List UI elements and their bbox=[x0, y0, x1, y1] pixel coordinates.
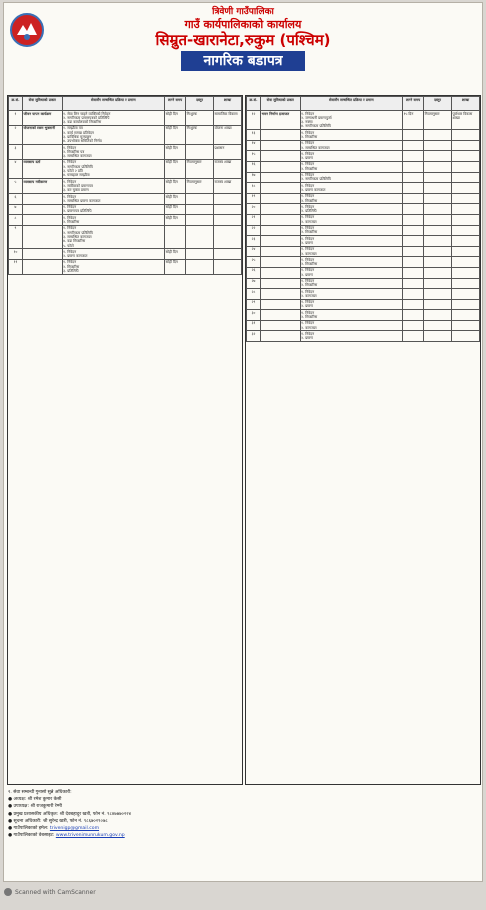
serial-number: १२ bbox=[247, 111, 261, 130]
service-time bbox=[403, 193, 424, 204]
office-address: सिम्रुत-खारानेटा,रुकुम (पश्चिम) bbox=[155, 31, 331, 49]
service-time: सोही दिन bbox=[165, 259, 186, 274]
serial-number: २५ bbox=[247, 257, 261, 268]
service-fee bbox=[424, 257, 452, 268]
required-documents: १. निवेदन २. सिफारिस bbox=[300, 130, 403, 141]
column-header: लाग्ने समय bbox=[165, 97, 186, 111]
scanner-watermark: Scanned with CamScanner bbox=[4, 888, 96, 896]
service-name bbox=[260, 140, 300, 151]
service-fee bbox=[424, 278, 452, 289]
service-time bbox=[403, 278, 424, 289]
table-row bbox=[9, 179, 242, 194]
column-header: दस्तुर bbox=[186, 97, 214, 111]
serial-number: १८ bbox=[247, 183, 261, 194]
service-fee bbox=[186, 204, 214, 215]
responsible-branch bbox=[452, 151, 480, 162]
serial-number: ४ bbox=[9, 159, 23, 178]
service-name bbox=[22, 194, 62, 205]
required-documents: १. निवेदन २. प्रमाण कागजात bbox=[300, 183, 403, 194]
service-name bbox=[260, 236, 300, 247]
service-fee bbox=[424, 130, 452, 141]
service-fee bbox=[424, 204, 452, 215]
required-documents: १. निवेदन २. कागजात bbox=[300, 320, 403, 331]
table-row bbox=[247, 267, 480, 278]
service-name bbox=[260, 289, 300, 300]
office-name: गाउँ कार्यपालिकाको कार्यालय bbox=[184, 18, 302, 31]
service-fee bbox=[424, 172, 452, 183]
serial-number: २० bbox=[247, 204, 261, 215]
service-fee bbox=[186, 225, 214, 248]
contact-vice-chair: ● उपाध्यक्ष: श्री राजकुमारी रेग्मी bbox=[8, 804, 62, 810]
contact-chair: ● अध्यक्ष: श्री रमेश कुमार केसी bbox=[8, 797, 62, 803]
service-fee bbox=[424, 310, 452, 321]
responsible-branch bbox=[452, 225, 480, 236]
service-time: सोही दिन bbox=[165, 145, 186, 160]
service-fee bbox=[424, 236, 452, 247]
responsible-branch bbox=[452, 278, 480, 289]
table-row bbox=[9, 159, 242, 178]
grievance-contacts bbox=[8, 789, 480, 881]
serial-number: ५ bbox=[9, 179, 23, 194]
responsible-branch: प्रशासन bbox=[214, 145, 242, 160]
service-name bbox=[22, 204, 62, 215]
service-fee: नियमानुसार bbox=[186, 179, 214, 194]
service-fee bbox=[424, 161, 452, 172]
service-fee bbox=[186, 259, 214, 274]
contact-cao: ● प्रमुख प्रशासकीय अधिकृत: श्री देवबहादुर खत्री, फोन नं. ९८४७७७०२२४ bbox=[8, 811, 132, 817]
service-time bbox=[403, 183, 424, 194]
service-name bbox=[260, 257, 300, 268]
service-table-right bbox=[246, 96, 480, 342]
service-fee: नियमानुसार bbox=[424, 111, 452, 130]
required-documents: १. निवेदन २. नागरिकता प्रतिलिपि bbox=[300, 172, 403, 183]
table-row bbox=[9, 145, 242, 160]
responsible-branch bbox=[452, 246, 480, 257]
service-fee bbox=[424, 225, 452, 236]
column-header: शाखा bbox=[214, 97, 242, 111]
service-time: सोही दिन bbox=[165, 249, 186, 260]
poster-header bbox=[4, 7, 482, 79]
required-documents: १. निवेदन २. सिफारिस bbox=[300, 225, 403, 236]
service-fee: निःशुल्क bbox=[186, 125, 214, 144]
required-documents: १. निवेदन २. सिफारिस bbox=[300, 310, 403, 321]
serial-number: २८ bbox=[247, 289, 261, 300]
responsible-branch bbox=[452, 299, 480, 310]
required-documents: १. निवेदन २. सिफारिस पत्र ३. सम्बन्धित कागजात bbox=[62, 145, 165, 160]
responsible-branch: राजस्व शाखा bbox=[214, 159, 242, 178]
service-time bbox=[403, 225, 424, 236]
service-fee: निःशुल्क bbox=[186, 111, 214, 126]
table-row bbox=[247, 225, 480, 236]
serial-number: १७ bbox=[247, 172, 261, 183]
required-documents: १. निवेदन २. कागजात bbox=[300, 246, 403, 257]
right-column bbox=[245, 95, 481, 785]
required-documents: १. निवेदन २. सम्बन्धित कागजात bbox=[300, 140, 403, 151]
service-time: सोही दिन bbox=[165, 204, 186, 215]
service-name bbox=[260, 267, 300, 278]
responsible-branch bbox=[452, 257, 480, 268]
required-documents: १. निवेदन २. प्रमाण bbox=[300, 151, 403, 162]
service-fee bbox=[424, 267, 452, 278]
table-row bbox=[247, 161, 480, 172]
responsible-branch bbox=[452, 204, 480, 215]
serial-number: १५ bbox=[247, 151, 261, 162]
table-row bbox=[247, 204, 480, 215]
table-row bbox=[247, 151, 480, 162]
service-name: जीवन यापन कार्यक्रम bbox=[22, 111, 62, 126]
service-time bbox=[403, 130, 424, 141]
column-header: सेवासँग सम्बन्धित प्रक्रिया र प्रमाण bbox=[62, 97, 165, 111]
charter-poster bbox=[3, 2, 483, 882]
service-fee bbox=[424, 289, 452, 300]
table-row bbox=[247, 289, 480, 300]
service-time bbox=[403, 172, 424, 183]
responsible-branch bbox=[452, 193, 480, 204]
nepal-emblem-icon bbox=[10, 13, 44, 47]
service-time bbox=[403, 299, 424, 310]
column-header: सेवासँग सम्बन्धित प्रक्रिया र प्रमाण bbox=[300, 97, 403, 111]
email-line: ● गाउँपालिकाको इमेल: trivenigp@gmail.com bbox=[8, 826, 100, 832]
table-row bbox=[247, 183, 480, 194]
responsible-branch bbox=[214, 259, 242, 274]
responsible-branch bbox=[452, 214, 480, 225]
service-name: योजनाको रकम भुक्तानी bbox=[22, 125, 62, 144]
column-header: क्र.सं. bbox=[9, 97, 23, 111]
responsible-branch: योजना शाखा bbox=[214, 125, 242, 144]
page-title: नागरिक बडापत्र bbox=[181, 51, 304, 71]
column-header: लाग्ने समय bbox=[403, 97, 424, 111]
service-table-left bbox=[8, 96, 242, 275]
service-time bbox=[403, 161, 424, 172]
responsible-branch bbox=[452, 320, 480, 331]
serial-number: १३ bbox=[247, 130, 261, 141]
service-name bbox=[260, 130, 300, 141]
required-documents: १. सम्झौता पत्र २. कार्य सम्पन्न प्रतिवेदन ३. प्राविधिक मूल्याङ्कन ४. उपभोक्ता समितिको निर्णय bbox=[62, 125, 165, 144]
responsible-branch bbox=[214, 249, 242, 260]
serial-number: १ bbox=[9, 111, 23, 126]
serial-number: ८ bbox=[9, 215, 23, 226]
service-time bbox=[403, 246, 424, 257]
table-row bbox=[247, 278, 480, 289]
service-name: व्यवसाय दर्ता bbox=[22, 159, 62, 178]
service-name bbox=[260, 204, 300, 215]
serial-number: २ bbox=[9, 125, 23, 144]
column-header: सेवा सुविधाको प्रकार bbox=[22, 97, 62, 111]
responsible-branch bbox=[452, 130, 480, 141]
service-fee bbox=[424, 183, 452, 194]
service-fee bbox=[424, 246, 452, 257]
contact-info-officer: ● सूचना अधिकारी: श्री सुरेन्द्र खत्री, फोन नं. ९८६७०२९०७८ bbox=[8, 818, 108, 824]
service-time bbox=[403, 320, 424, 331]
table-row bbox=[247, 331, 480, 342]
responsible-branch: पूर्वाधार विकास शाखा bbox=[452, 111, 480, 130]
required-documents: १. निवेदन २. सिफारिस bbox=[300, 193, 403, 204]
service-name bbox=[22, 249, 62, 260]
table-row bbox=[247, 236, 480, 247]
service-fee bbox=[424, 299, 452, 310]
serial-number: १४ bbox=[247, 140, 261, 151]
responsible-branch bbox=[452, 289, 480, 300]
service-fee bbox=[424, 140, 452, 151]
required-documents: १. निवेदन २. जग्गाधनी प्रमाणपुर्जा ३. नक्सा ४. नागरिकता प्रतिलिपि bbox=[300, 111, 403, 130]
required-documents: १. निवेदन २. प्रमाण bbox=[300, 331, 403, 342]
service-name bbox=[260, 310, 300, 321]
service-fee bbox=[186, 194, 214, 205]
serial-number: ३ bbox=[9, 145, 23, 160]
table-row bbox=[247, 257, 480, 268]
serial-number: ३२ bbox=[247, 331, 261, 342]
service-time bbox=[403, 151, 424, 162]
table-row bbox=[247, 193, 480, 204]
responsible-branch bbox=[452, 310, 480, 321]
serial-number: १० bbox=[9, 249, 23, 260]
responsible-branch bbox=[452, 236, 480, 247]
service-name bbox=[22, 145, 62, 160]
required-documents: १. निवेदन २. प्रमाणपत्र प्रतिलिपि bbox=[62, 204, 165, 215]
required-documents: १. निवेदन २. सिफारिस bbox=[300, 161, 403, 172]
serial-number: २४ bbox=[247, 246, 261, 257]
service-time: सोही दिन bbox=[165, 215, 186, 226]
required-documents: १. निवेदन २. नागरिकता प्रतिलिपि ३. सम्बन्धित कागजात ४. वडा सिफारिस ५. फोटो bbox=[62, 225, 165, 248]
required-documents: १. निवेदन २. प्रमाण bbox=[300, 299, 403, 310]
serial-number: ३१ bbox=[247, 320, 261, 331]
serial-number: २१ bbox=[247, 214, 261, 225]
service-name bbox=[260, 161, 300, 172]
service-fee bbox=[424, 214, 452, 225]
service-time bbox=[403, 214, 424, 225]
service-name bbox=[22, 225, 62, 248]
service-time bbox=[403, 267, 424, 278]
service-name bbox=[260, 320, 300, 331]
service-name: व्यवसाय नवीकरण bbox=[22, 179, 62, 194]
required-documents: १. निवेदन २. कागजात bbox=[300, 214, 403, 225]
service-time bbox=[403, 310, 424, 321]
responsible-branch bbox=[214, 194, 242, 205]
responsible-branch bbox=[452, 183, 480, 194]
responsible-branch bbox=[214, 204, 242, 215]
responsible-branch bbox=[452, 161, 480, 172]
table-row bbox=[9, 125, 242, 144]
responsible-branch bbox=[452, 267, 480, 278]
left-column bbox=[7, 95, 243, 785]
serial-number: १६ bbox=[247, 161, 261, 172]
service-time: सोही दिन bbox=[165, 194, 186, 205]
table-row bbox=[247, 320, 480, 331]
table-row bbox=[247, 310, 480, 321]
table-row bbox=[247, 214, 480, 225]
column-header: दस्तुर bbox=[424, 97, 452, 111]
required-documents: १. सेवा लिन चाहने व्यक्तिको निवेदन २. नागरिकता प्रमाणपत्रको प्रतिलिपि ३. वडा कार्यालयको सिफारिस bbox=[62, 111, 165, 126]
table-row bbox=[9, 204, 242, 215]
service-time: सोही दिन bbox=[165, 125, 186, 144]
responsible-branch bbox=[452, 331, 480, 342]
responsible-branch: राजस्व शाखा bbox=[214, 179, 242, 194]
table-row bbox=[247, 140, 480, 151]
serial-number: ६ bbox=[9, 194, 23, 205]
table-row bbox=[9, 215, 242, 226]
serial-number: २९ bbox=[247, 299, 261, 310]
service-name bbox=[22, 259, 62, 274]
responsible-branch: सामाजिक विकास bbox=[214, 111, 242, 126]
service-fee bbox=[424, 320, 452, 331]
required-documents: १. निवेदन २. प्रमाण कागजात bbox=[62, 249, 165, 260]
service-name bbox=[260, 151, 300, 162]
service-time: सोही दिन bbox=[165, 159, 186, 178]
table-row bbox=[9, 249, 242, 260]
serial-number: २३ bbox=[247, 236, 261, 247]
service-fee bbox=[186, 215, 214, 226]
table-row bbox=[9, 259, 242, 274]
service-time bbox=[403, 236, 424, 247]
footer-heading: २. सेवा सम्बन्धी गुनासो सुन्ने अधिकारी: bbox=[8, 790, 72, 795]
service-name bbox=[22, 215, 62, 226]
service-name bbox=[260, 246, 300, 257]
serial-number: २२ bbox=[247, 225, 261, 236]
required-documents: १. निवेदन २. सिफारिस bbox=[62, 215, 165, 226]
email-link[interactable]: trivenigp@gmail.com bbox=[49, 826, 100, 832]
column-header: शाखा bbox=[452, 97, 480, 111]
required-documents: १. निवेदन २. सम्बन्धित प्रमाण कागजात bbox=[62, 194, 165, 205]
table-row bbox=[247, 172, 480, 183]
service-time bbox=[403, 289, 424, 300]
serial-number: ३० bbox=[247, 310, 261, 321]
required-documents: १. निवेदन २. प्रतिलिपि bbox=[300, 204, 403, 215]
table-row bbox=[247, 111, 480, 130]
serial-number: २६ bbox=[247, 267, 261, 278]
required-documents: १. निवेदन २. प्रमाण bbox=[300, 236, 403, 247]
responsible-branch bbox=[214, 225, 242, 248]
serial-number: २७ bbox=[247, 278, 261, 289]
service-fee: नियमानुसार bbox=[186, 159, 214, 178]
service-fee bbox=[186, 249, 214, 260]
service-fee bbox=[424, 151, 452, 162]
table-row bbox=[247, 299, 480, 310]
service-time bbox=[403, 204, 424, 215]
required-documents: १. निवेदन २. कागजात bbox=[300, 289, 403, 300]
service-fee bbox=[424, 193, 452, 204]
service-time bbox=[165, 225, 186, 248]
service-fee bbox=[424, 331, 452, 342]
serial-number: ११ bbox=[9, 259, 23, 274]
website-line: ● गाउँपालिकाको वेबसाइट: www.trivenimunrukum.gov.np bbox=[8, 833, 125, 839]
service-time: सोही दिन bbox=[165, 179, 186, 194]
table-row bbox=[9, 194, 242, 205]
service-name bbox=[260, 214, 300, 225]
service-time bbox=[403, 140, 424, 151]
service-time bbox=[403, 257, 424, 268]
required-documents: १. निवेदन २. नागरिकता प्रतिलिपि ३. फोटो २ प्रति ४. घरबहाल सम्झौता bbox=[62, 159, 165, 178]
municipality-name: त्रिवेणी गाउँपालिका bbox=[212, 7, 274, 17]
website-link[interactable]: www.trivenimunrukum.gov.np bbox=[55, 833, 125, 839]
service-name bbox=[260, 331, 300, 342]
table-row bbox=[9, 225, 242, 248]
table-row bbox=[247, 130, 480, 141]
required-documents: १. निवेदन २. सिफारिस ३. प्रतिलिपि bbox=[62, 259, 165, 274]
service-name bbox=[260, 278, 300, 289]
column-header: क्र.सं. bbox=[247, 97, 261, 111]
service-name bbox=[260, 172, 300, 183]
serial-number: ७ bbox=[9, 204, 23, 215]
table-row bbox=[247, 246, 480, 257]
required-documents: १. निवेदन २. सिफारिस bbox=[300, 278, 403, 289]
column-header: सेवा सुविधाको प्रकार bbox=[260, 97, 300, 111]
required-documents: १. निवेदन २. साविकको प्रमाणपत्र ३. कर चुक्ता प्रमाण bbox=[62, 179, 165, 194]
service-fee bbox=[186, 145, 214, 160]
camscanner-logo-icon bbox=[4, 888, 12, 896]
service-name: भवन निर्माण इजाजत bbox=[260, 111, 300, 130]
service-time: १५ दिन bbox=[403, 111, 424, 130]
service-name bbox=[260, 299, 300, 310]
required-documents: १. निवेदन २. प्रमाण bbox=[300, 267, 403, 278]
responsible-branch bbox=[452, 172, 480, 183]
required-documents: १. निवेदन २. सिफारिस bbox=[300, 257, 403, 268]
service-name bbox=[260, 193, 300, 204]
serial-number: ९ bbox=[9, 225, 23, 248]
responsible-branch bbox=[452, 140, 480, 151]
serial-number: १९ bbox=[247, 193, 261, 204]
service-time bbox=[403, 331, 424, 342]
service-time: सोही दिन bbox=[165, 111, 186, 126]
responsible-branch bbox=[214, 215, 242, 226]
service-name bbox=[260, 183, 300, 194]
table-row bbox=[9, 111, 242, 126]
service-name bbox=[260, 225, 300, 236]
